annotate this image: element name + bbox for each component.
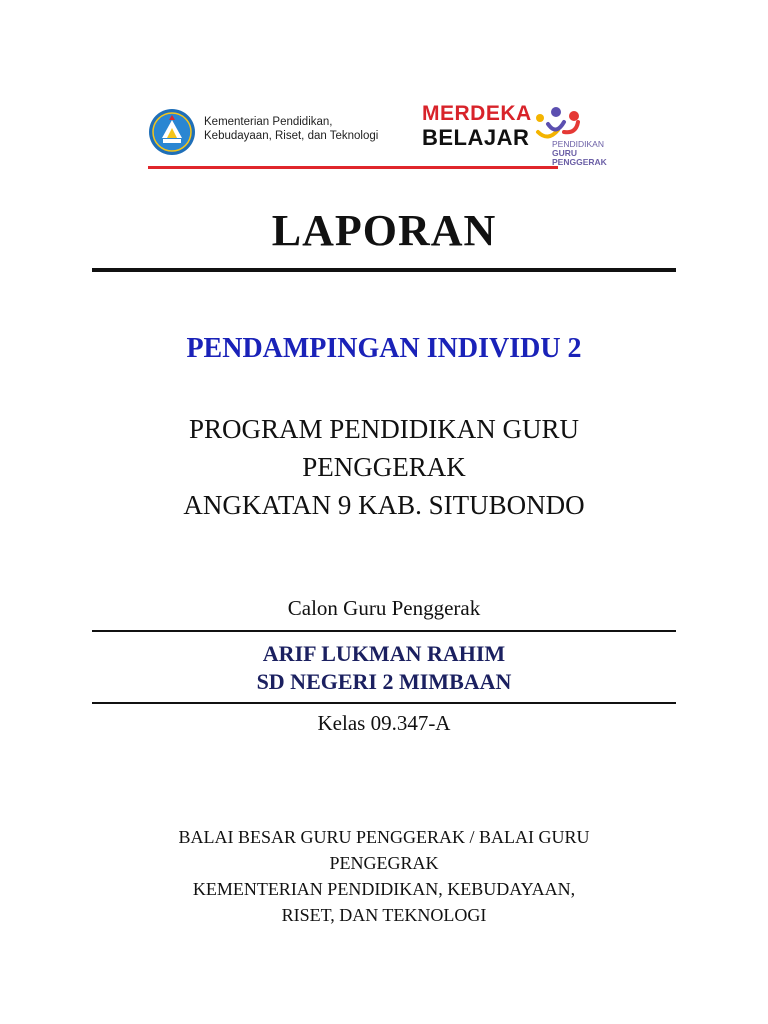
candidate-identity — [0, 640, 768, 696]
header-divider — [148, 166, 558, 169]
merdeka-word: MERDEKA — [422, 102, 532, 125]
title-rule — [92, 268, 676, 272]
pgp-line-1: PENDIDIKAN — [552, 139, 604, 149]
belajar-word: BELAJAR — [422, 125, 530, 150]
footer-line-1: BALAI BESAR GURU PENGGERAK / BALAI GURU — [178, 827, 590, 847]
ministry-line-1: Kementerian Pendidikan, — [204, 116, 333, 128]
guru-penggerak-logo-icon — [534, 102, 582, 142]
pgp-line-3: PENGGERAK — [552, 157, 607, 167]
footer-line-4: RISET, DAN TEKNOLOGI — [281, 905, 487, 925]
footer-line-3: KEMENTERIAN PENDIDIKAN, KEBUDAYAAN, — [192, 879, 576, 899]
guru-penggerak-wordmark — [552, 140, 607, 167]
document-subtitle: PENDAMPINGAN INDIVIDU 2 — [186, 333, 582, 364]
pgp-line-2: GURU — [552, 148, 578, 158]
candidate-rule-top — [92, 630, 676, 632]
candidate-school: SD NEGERI 2 MIMBAAN — [256, 669, 512, 694]
merdeka-belajar-logo — [422, 102, 532, 150]
ministry-line-2: Kebudayaan, Riset, dan Teknologi — [204, 130, 379, 142]
program-line-1: PROGRAM PENDIDIKAN GURU — [188, 414, 580, 444]
candidate-name: ARIF LUKMAN RAHIM — [262, 641, 506, 666]
tut-wuri-handayani-emblem-icon — [148, 108, 196, 156]
candidate-label: Calon Guru Penggerak — [287, 596, 481, 620]
institution-footer — [0, 824, 768, 928]
logo-strip — [148, 100, 633, 170]
footer-line-2: PENGEGRAK — [329, 853, 439, 873]
ministry-name — [204, 115, 378, 143]
candidate-rule-bottom — [92, 702, 676, 704]
program-block — [0, 410, 768, 524]
program-line-3: ANGKATAN 9 KAB. SITUBONDO — [183, 490, 585, 520]
candidate-class: Kelas 09.347-A — [317, 711, 451, 735]
document-title: LAPORAN — [271, 206, 497, 255]
program-line-2: PENGGERAK — [302, 452, 466, 482]
